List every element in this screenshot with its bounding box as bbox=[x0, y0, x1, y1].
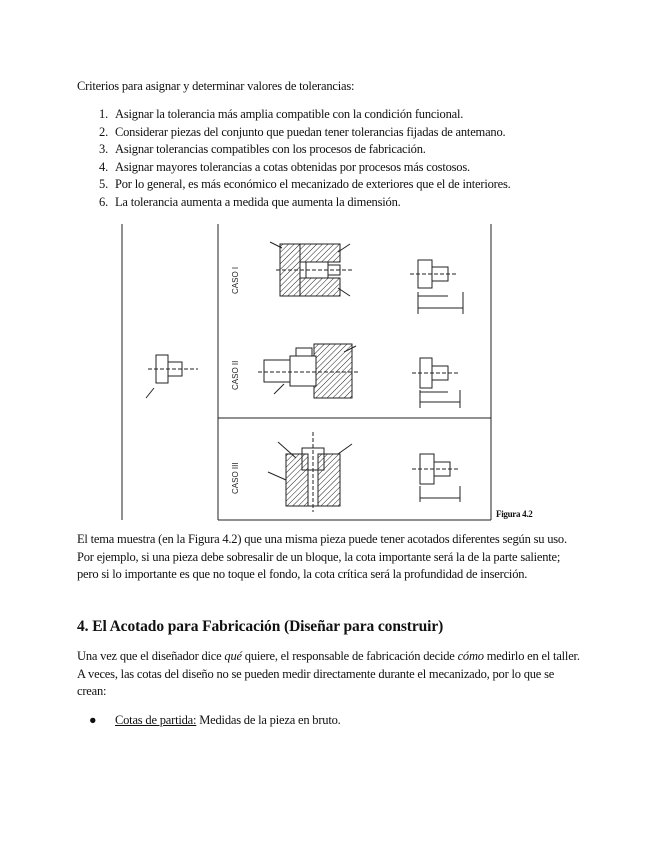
list-number: 2. bbox=[99, 124, 108, 139]
list-item bbox=[77, 141, 511, 159]
list-item bbox=[77, 194, 511, 212]
text-run: Una vez que el diseñador dice bbox=[77, 649, 225, 663]
list-number: 6. bbox=[99, 194, 108, 209]
case1-label: CASO I bbox=[231, 266, 240, 294]
figure-4-2 bbox=[118, 222, 498, 522]
list-text: Considerar piezas del conjunto que puedan tener tolerancias fijadas de antemano. bbox=[115, 124, 506, 139]
case3-label: CASO III bbox=[231, 462, 240, 494]
paragraph-figure-explanation: El tema muestra (en la Figura 4.2) que una misma pieza puede tener acotados diferentes según su uso. Por ejemplo, si una pieza debe sobresalir de un bloque, la cota importante será la de la parte saliente; pero si lo importante es que no toque el fondo, la cota crítica será la profundidad de inserción. bbox=[77, 532, 567, 581]
list-text: Asignar tolerancias compatibles con los procesos de fabricación. bbox=[115, 142, 426, 156]
figure-caption: Figura 4.2 bbox=[496, 509, 533, 519]
bullet-marker: ● bbox=[89, 713, 97, 727]
intro-text: Criterios para asignar y determinar valores de tolerancias: bbox=[77, 79, 355, 93]
case1-assembly bbox=[270, 242, 353, 296]
list-item bbox=[77, 176, 511, 194]
case3-assembly bbox=[268, 432, 352, 512]
case1-part bbox=[410, 260, 463, 314]
bullet-text: Medidas de la pieza en bruto. bbox=[196, 713, 341, 727]
case3-part bbox=[412, 454, 460, 502]
list-number: 5. bbox=[99, 177, 108, 191]
list-text: Asignar la tolerancia más amplia compatible con la condición funcional. bbox=[115, 107, 464, 121]
list-number: 3. bbox=[99, 142, 108, 156]
bullet-item bbox=[77, 713, 341, 728]
list-text: Por lo general, es más económico el mecanizado de exteriores que el de interiores. bbox=[115, 177, 511, 191]
list-text: Asignar mayores tolerancias a cotas obtenidas por procesos más costosos. bbox=[115, 159, 470, 174]
emphasis-que: qué bbox=[224, 649, 242, 663]
bullet-term: Cotas de partida: bbox=[115, 713, 197, 727]
criteria-list bbox=[77, 106, 511, 211]
list-item bbox=[77, 106, 511, 124]
list-item bbox=[77, 159, 511, 177]
list-item bbox=[77, 124, 511, 142]
technical-drawing bbox=[118, 222, 498, 522]
section-heading: 4. El Acotado para Fabricación (Diseñar para construir) bbox=[77, 618, 444, 635]
list-text: La tolerancia aumenta a medida que aumenta la dimensión. bbox=[115, 194, 401, 209]
text-run: quiere, el responsable de fabricación decide bbox=[241, 649, 458, 663]
reference-part bbox=[146, 355, 198, 398]
case2-assembly bbox=[258, 344, 358, 398]
emphasis-como: cómo bbox=[457, 649, 484, 663]
paragraph-fabrication bbox=[77, 648, 582, 701]
list-number: 4. bbox=[99, 159, 108, 174]
case2-label: CASO II bbox=[231, 360, 240, 390]
case2-part bbox=[412, 358, 460, 408]
list-number: 1. bbox=[99, 107, 108, 121]
text-run: medirlo en el taller. A veces, las cotas del diseño no se pueden medir directamente durante el mecanizado, por lo que se crean: bbox=[77, 649, 580, 698]
